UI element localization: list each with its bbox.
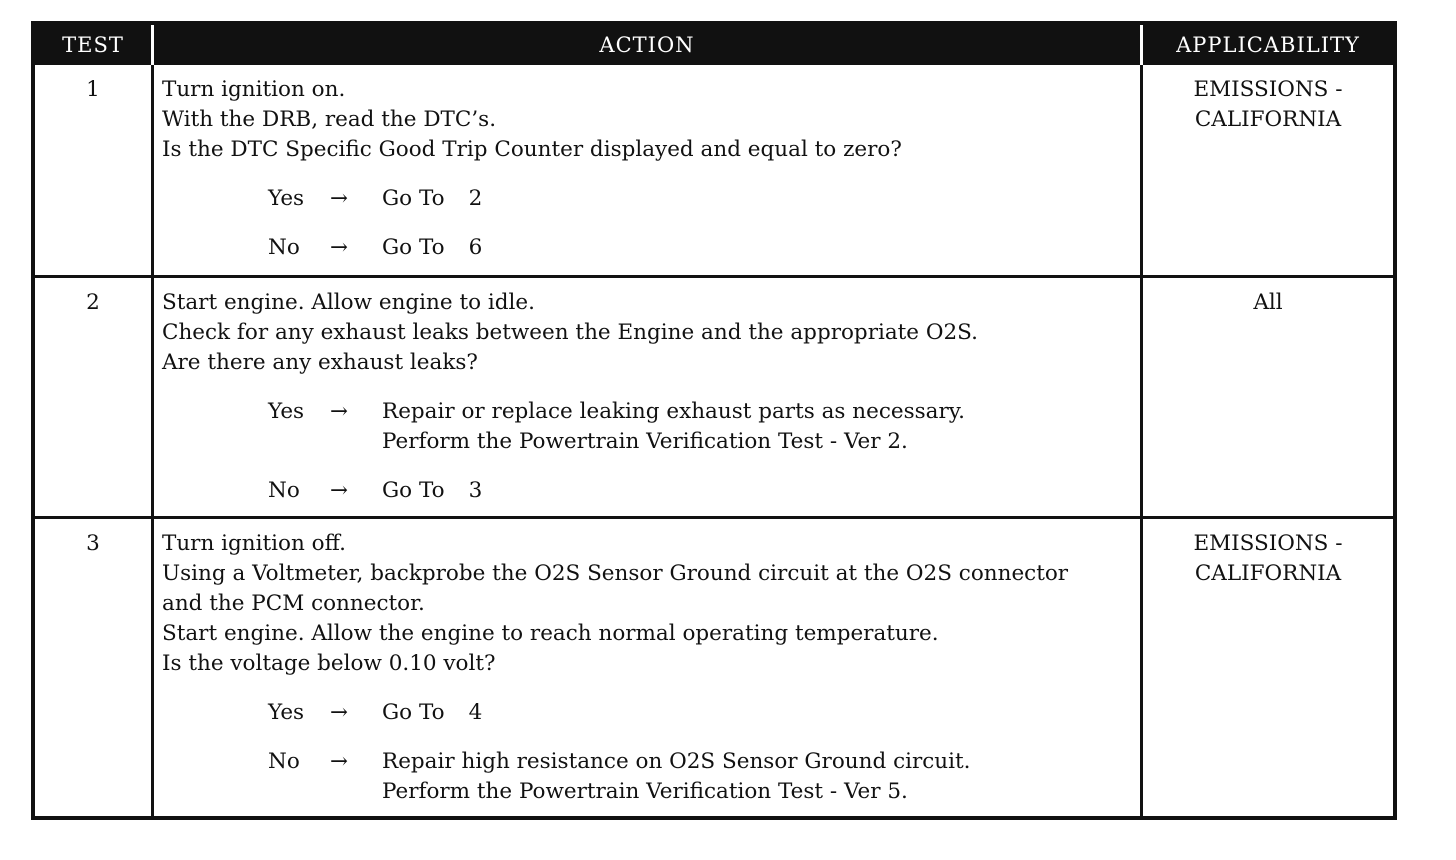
action-line: Check for any exhaust leaks between the Engine and the appropriate O2S. — [162, 320, 978, 345]
applicability-line: All — [1253, 290, 1283, 315]
header-applicability: APPLICABILITY — [1143, 25, 1393, 65]
goto-number: 2 — [468, 186, 483, 211]
action-line: and the PCM connector. — [162, 591, 425, 616]
goto-result — [382, 233, 1134, 263]
goto-number: 6 — [468, 235, 483, 260]
result-line: Repair or replace leaking exhaust parts as necessary. — [382, 399, 965, 424]
no-branch — [268, 747, 1134, 807]
action-line: Using a Voltmeter, backprobe the O2S Sensor Ground circuit at the O2S connector — [162, 561, 1069, 586]
no-label: No — [268, 749, 300, 774]
action-line: With the DRB, read the DTC’s. — [162, 107, 497, 132]
applicability-cell — [1143, 516, 1393, 816]
diagnostic-table — [31, 21, 1397, 820]
result-line: Perform the Powertrain Verification Test - Ver 5. — [382, 779, 908, 804]
yes-label: Yes — [268, 399, 305, 424]
applicability-cell — [1143, 275, 1393, 516]
action-line: Turn ignition off. — [162, 531, 346, 556]
result-text — [382, 397, 1134, 457]
yes-label: Yes — [268, 186, 305, 211]
test-number-cell: 3 — [35, 516, 154, 816]
action-cell — [154, 65, 1143, 275]
goto-number: 3 — [468, 478, 483, 503]
no-label: No — [268, 235, 300, 260]
result-line: Perform the Powertrain Verification Test - Ver 2. — [382, 429, 908, 454]
action-line: Are there any exhaust leaks? — [162, 350, 478, 375]
no-branch — [268, 233, 1134, 263]
arrow-icon: → — [330, 700, 349, 725]
applicability-line: EMISSIONS - — [1193, 531, 1343, 556]
result-line: Repair high resistance on O2S Sensor Ground circuit. — [382, 749, 971, 774]
test-number-cell: 1 — [35, 65, 154, 275]
test-number-cell: 2 — [35, 275, 154, 516]
goto-result — [382, 698, 1134, 728]
applicability-line: CALIFORNIA — [1194, 561, 1342, 586]
arrow-icon: → — [330, 399, 349, 424]
goto-label: Go To — [382, 235, 445, 260]
yes-branch — [268, 397, 1134, 457]
yes-branch — [268, 698, 1134, 728]
no-label: No — [268, 478, 300, 503]
result-text — [382, 747, 1134, 807]
action-line: Is the voltage below 0.10 volt? — [162, 651, 496, 676]
arrow-icon: → — [330, 749, 349, 774]
arrow-icon: → — [330, 235, 349, 260]
arrow-icon: → — [330, 186, 349, 211]
goto-number: 4 — [468, 700, 483, 725]
applicability-line: EMISSIONS - — [1193, 77, 1343, 102]
goto-result — [382, 476, 1134, 506]
header-test: TEST — [35, 25, 154, 65]
arrow-icon: → — [330, 478, 349, 503]
action-line: Turn ignition on. — [162, 77, 346, 102]
action-cell — [154, 516, 1143, 816]
action-line: Start engine. Allow engine to idle. — [162, 290, 535, 315]
goto-label: Go To — [382, 700, 445, 725]
yes-label: Yes — [268, 700, 305, 725]
action-line: Start engine. Allow the engine to reach normal operating temperature. — [162, 621, 939, 646]
goto-label: Go To — [382, 478, 445, 503]
goto-result — [382, 184, 1134, 214]
goto-label: Go To — [382, 186, 445, 211]
action-cell — [154, 275, 1143, 516]
applicability-cell — [1143, 65, 1393, 275]
applicability-line: CALIFORNIA — [1194, 107, 1342, 132]
action-line: Is the DTC Specific Good Trip Counter displayed and equal to zero? — [162, 137, 902, 162]
header-action: ACTION — [154, 25, 1143, 65]
yes-branch — [268, 184, 1134, 214]
no-branch — [268, 476, 1134, 506]
